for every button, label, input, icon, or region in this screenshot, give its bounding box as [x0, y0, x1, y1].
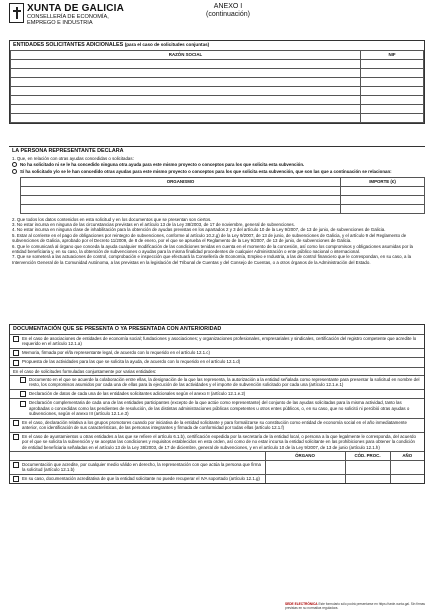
- declaration-item-5: 5. Estar al corriente en el pago de obligaciones por reintegro de subvenciones, conforme al artículo 10.2.g) de la Ley 9/2007, de 13 de junio, de subvenciones de Galicia, y el artículo 9 del Reglamento de subvenciones de Galicia, aprobado por el Decreto 11/2009, de 8 de enero, por el que se aprueba el Reglamento de la Ley 9/2007, de 13 de junio, de subvenciones de Galicia.: [12, 232, 407, 244]
- doc-row-datos-entidades[interactable]: Declaración de datos de cada una de las entidades solicitantes adicionales según el anexo II (artículo 12.1.e.2): [10, 389, 424, 399]
- annex-subtitle: (continuación): [206, 11, 250, 19]
- nif-field[interactable]: [361, 113, 424, 122]
- declaration-item-4: 4. No estar incursa en ninguna clase de inhabilitación para la obtención de ayudas previstas en los apartados 2 y 3 del artículo 10 de la Ley 9/2007, de 13 de junio, de subvenciones de Galicia.: [12, 227, 386, 233]
- razon-social-field[interactable]: [11, 86, 361, 95]
- checkbox-icon[interactable]: [13, 434, 19, 440]
- checkbox-icon[interactable]: [13, 360, 19, 366]
- declaration-title: LA PERSONA REPRESENTANTE DECLARA: [12, 148, 124, 154]
- table-row: [10, 474, 424, 483]
- declaration-section: [9, 146, 425, 316]
- col-nif: NIF: [361, 50, 424, 59]
- documentation-section: [9, 324, 425, 484]
- org-sub-line2: EMPREGO E INDUSTRIA: [27, 20, 93, 27]
- importe-field[interactable]: [341, 186, 425, 195]
- option-yes-aid[interactable]: [12, 169, 422, 174]
- declaration-item-2: 2. Que todos los datos contenidos en esta solicitud y en los documentos que se presentan son ciertos.: [12, 216, 212, 222]
- organo-field[interactable]: [265, 460, 345, 474]
- checkbox-icon[interactable]: [13, 420, 19, 426]
- org-department: [27, 14, 109, 27]
- declaration-item-7: 7. Que se someterá a las actuaciones de control, comprobación e inspección que efectuará la Consellería de Economía, Empleo e Industria, a las de control financiero que le correspondan, en su caso, a la Intervención General de la Comunidad Autónoma, a las previstas en la legislación del Tribunal de Cuentas y del Consejo de Cuentas, o a otros órganos de la Administración del Estado.: [12, 254, 412, 265]
- col-organo: ÓRGANO: [265, 452, 345, 460]
- table-row: [11, 95, 424, 104]
- declaration-item-3: 3. No estar incursa en ninguna de las circunstancias previstas en el artículo 13 de la Ley 38/2003, de 17 de noviembre, general de subvenciones.: [12, 222, 295, 228]
- organismo-field[interactable]: [21, 195, 341, 204]
- table-row: [21, 195, 425, 204]
- col-ano: AÑO: [390, 452, 424, 460]
- entities-section: [9, 40, 425, 124]
- entities-title: ENTIDADES SOLICITANTES ADICIONALES (para el caso de solicitudes conjuntas): [13, 42, 210, 48]
- organismo-field[interactable]: [21, 186, 341, 195]
- doc-row-grupos-promotores[interactable]: En el caso, declaración relativa a los grupos promotores cuando por iniciativa de la entidad solicitante y para formalizarse su constitución como entidad de economía social en el año inmediatamente anterior, con identificación de sus características, de las personas integrantes y firmada de conformidad por todas ellas (artículo 12.1.f): [10, 418, 424, 432]
- table-row: [11, 77, 424, 86]
- annex-heading: [188, 3, 268, 19]
- nif-field[interactable]: [361, 86, 424, 95]
- razon-social-field[interactable]: [11, 68, 361, 77]
- table-row: [11, 59, 424, 68]
- other-aid-table: [20, 177, 425, 214]
- doc-row-iva[interactable]: En su caso, documentación acreditativa de que la entidad solicitante no puede recuperar el IVA soportado (artículo 12.1.g): [10, 474, 265, 483]
- col-organismo: ORGANISMO: [21, 177, 341, 186]
- razon-social-field[interactable]: [11, 95, 361, 104]
- footer-text: Este formulario sólo podrá presentarse en https://sede.xunta.gal. Sin firmas previstas en su normativa reguladora.: [285, 602, 425, 610]
- doc-row-propuesta[interactable]: Propuesta de las actividades para las que se solicita la ayuda, de acuerdo con lo requerido en el artículo 12.1.d): [10, 357, 424, 367]
- annex-title: ANEXO I: [213, 3, 243, 10]
- doc-row-asociaciones[interactable]: En el caso de asociaciones de entidades de economía social; fundaciones y asociaciones; y organizaciones profesionales, empresariales y sindicales, certificación del registro competente que acredite lo requerido en el artículo 12.1.a): [10, 334, 424, 348]
- table-row: [11, 104, 424, 113]
- doc-row-declaracion-complementaria[interactable]: Declaración complementaria de cada una de las entidades participantes (excepto de la que actúe como representante) del conjunto de las ayudas solicitadas para la misma actividad, tanto las aprobadas o concedidas como las pendientes de resolución, de las distintas administraciones públicas competentes u otros entes públicos, o, en su caso, que no solicitó ni percibió otras ayudas o subvenciones, según el anexo III (artículo 12.1.e.3): [10, 398, 424, 418]
- doc-row-representacion[interactable]: Documentación que acredite, por cualquier medio válido en derecho, la representación con que actúa la persona que firma la solicitud (artículo 12.1.b): [10, 460, 265, 474]
- option-yes-label: Sí ha solicitado y/o se le han concedido otras ayudas para este mismo proyecto o conceptos para los que solicita esta subvención, que son las que a continuación se relacionan:: [20, 169, 392, 175]
- table-row: [11, 68, 424, 77]
- doc-row-ayuntamientos[interactable]: En el caso de ayuntamientos u otras entidades a las que se refiere el artículo 6.1.b), certificación expedida por la secretaría de la entidad local, o persona a la que legalmente le corresponda, del acuerdo por el que se solicita la subvención y se aceptan las condiciones y requisitos establecidos en esta orden, así como de no estar incursa la entidad solicitante en las prohibiciones para obtener la condición de entidad beneficiaria señaladas en el artículo 13 de la Ley 38/2003, de 17 de diciembre, general de subvenciones, y en el artículo 10 de la Ley 9/2007, de 13 de junio (artículo 12.1.h): [10, 432, 424, 452]
- declaration-item-6: 6. Que le comunicará al órgano que conceda la ayuda cualquier modificación de las condiciones tenidas en cuenta en el momento de la concesión, así como los compromisos y obligaciones asumidas por la entidad beneficiaria y, en su caso, la obtención de subvenciones o ayudas para la misma finalidad procedentes de cualquier Administración o ente público nacional o internacional.: [12, 243, 413, 254]
- table-row: [11, 86, 424, 95]
- documentation-title: DOCUMENTACIÓN QUE SE PRESENTA O YA PRESENTADA CON ANTERIORIDAD: [13, 326, 222, 332]
- ano-field[interactable]: [390, 460, 424, 474]
- col-cod-proc: CÓD. PROC.: [345, 452, 390, 460]
- option-no-label: No ha solicitado ni se le ha concedido ninguna otra ayuda para este mismo proyecto o conceptos para los que solicita esta subvención.: [20, 161, 305, 167]
- checkbox-icon[interactable]: [20, 391, 26, 397]
- nif-field[interactable]: [361, 77, 424, 86]
- col-importe: IMPORTE (€): [341, 177, 425, 186]
- nif-field[interactable]: [361, 68, 424, 77]
- table-row: [21, 186, 425, 195]
- joint-requests-header: En el caso de solicitudes formuladas conjuntamente por varias entidades:: [10, 367, 424, 375]
- table-row: [11, 113, 424, 122]
- importe-field[interactable]: [341, 204, 425, 213]
- radio-yes-icon[interactable]: [12, 169, 17, 174]
- doc-row-memoria[interactable]: Memoria, firmada por el/la representante legal, de acuerdo con lo requerido en el artículo 12.1.c): [10, 348, 424, 358]
- entities-table: [10, 50, 424, 123]
- checkbox-icon[interactable]: [13, 462, 19, 468]
- razon-social-field[interactable]: [11, 104, 361, 113]
- checkbox-icon[interactable]: [13, 350, 19, 356]
- org-name: XUNTA DE GALICIA: [27, 3, 125, 14]
- declaration-item-1: 1. Que, en relación con otras ayudas concedidas o solicitadas:: [12, 155, 134, 161]
- footer-note: [285, 603, 430, 611]
- checkbox-icon[interactable]: [20, 401, 26, 407]
- checkbox-icon[interactable]: [20, 377, 26, 383]
- nif-field[interactable]: [361, 95, 424, 104]
- org-sub-line1: CONSELLERÍA DE ECONOMÍA,: [27, 14, 109, 20]
- cod-proc-field[interactable]: [345, 474, 390, 483]
- cod-proc-field[interactable]: [345, 460, 390, 474]
- checkbox-icon[interactable]: [13, 476, 19, 482]
- xunta-logo-icon: [9, 3, 24, 23]
- radio-no-icon[interactable]: [12, 162, 17, 167]
- sede-electronica-label: SEDE ELECTRÓNICA: [285, 602, 318, 606]
- doc-row-acuerdo-colaboracion[interactable]: Documento en el que se acuerde la colaboración entre ellas, la designación de la que las representa, la autorización a la entidad señalada como representante para presentar la solicitud en nombre del resto, los compromisos asumidos por cada una de ellas para la ejecución de las actividades y el importe de subvención solicitado por cada una (artículo 12.1.e.1): [10, 375, 424, 389]
- table-row: [21, 204, 425, 213]
- razon-social-field[interactable]: [11, 113, 361, 122]
- ano-field[interactable]: [390, 474, 424, 483]
- razon-social-field[interactable]: [11, 59, 361, 68]
- nif-field[interactable]: [361, 59, 424, 68]
- checkbox-icon[interactable]: [13, 336, 19, 342]
- previous-docs-table: [10, 451, 424, 483]
- table-row: [10, 460, 424, 474]
- nif-field[interactable]: [361, 104, 424, 113]
- organo-field[interactable]: [265, 474, 345, 483]
- option-no-aid[interactable]: [12, 162, 422, 167]
- col-razon-social: RAZÓN SOCIAL: [11, 50, 361, 59]
- importe-field[interactable]: [341, 195, 425, 204]
- organismo-field[interactable]: [21, 204, 341, 213]
- razon-social-field[interactable]: [11, 77, 361, 86]
